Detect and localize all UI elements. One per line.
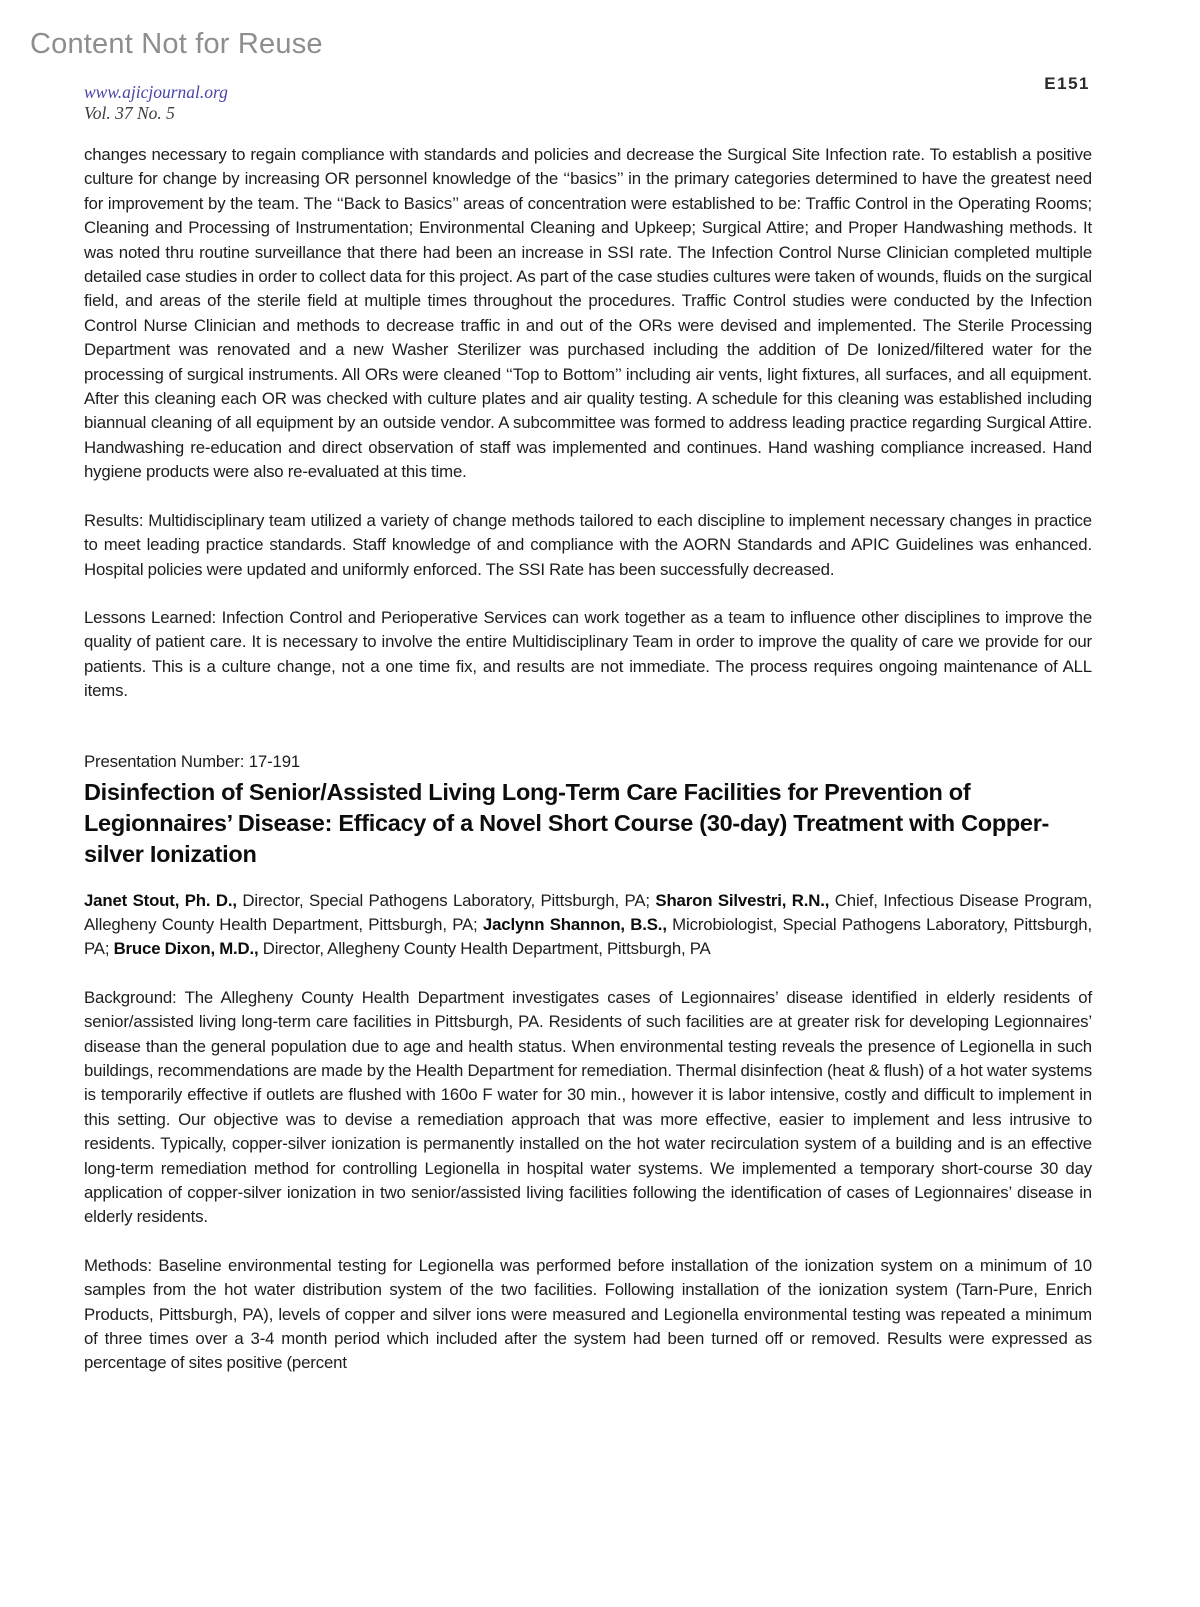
page-number: E151 bbox=[1044, 74, 1090, 93]
previous-abstract-results-paragraph: Results: Multidisciplinary team utilized a variety of change methods tailored to each discipline to implement necessary changes in practice to meet leading practice standards. Staff knowledge of and compliance with the AORN Standards and APIC Guidelines was enhanced. Hospital policies were updated and uniformly enforced. The SSI Rate has been successfully decreased. bbox=[84, 510, 1092, 579]
masthead bbox=[84, 82, 228, 124]
volume-issue-line: Vol. 37 No. 5 bbox=[84, 103, 175, 123]
author-affiliation: Director, Allegheny County Health Department, Pittsburgh, PA bbox=[258, 939, 711, 959]
author-name: Sharon Silvestri, R.N., bbox=[655, 890, 830, 910]
authors-paragraph bbox=[84, 889, 1092, 962]
author-affiliation: Microbiologist, Special Pathogens Laboratory, Pittsburgh, PA; bbox=[84, 914, 1092, 959]
author-name: Janet Stout, Ph. D., bbox=[84, 890, 237, 910]
methods-paragraph: Methods: Baseline environmental testing for Legionella was performed before installation of the ionization system on a minimum of 10 samples from the hot water distribution system of the two facilities. Following installation of the ionization system (Tarn-Pure, Enrich Products, Pittsburgh, PA), levels of copper and silver ions were measured and Legionella environmental testing was repeated a minimum of three times over a 3-4 month period which included after the system had been turned off or removed. Results were expressed as percentage of sites positive (percent bbox=[84, 1255, 1092, 1373]
author-name: Jaclynn Shannon, B.S., bbox=[482, 914, 667, 934]
previous-abstract-body-continued: changes necessary to regain compliance with standards and policies and decrease the Surgical Site Infection rate. To establish a positive culture for change by increasing OR personnel knowledge of the ‘‘basics’’ in the primary categories determined to have the greatest need for improvement by the team. The ‘‘Back to Basics’’ areas of concentration were established to be: Traffic Control in the Operating Rooms; Cleaning and Processing of Instrumentation; Environmental Cleaning and Upkeep; Surgical Attire; and Proper Handwashing methods. It was noted thru routine surveillance that there had been an increase in SSI rate. The Infection Control Nurse Clinician completed multiple detailed case studies in order to collect data for this project. As part of the case studies cultures were taken of wounds, fluids on the surgical field, and areas of the sterile field at multiple times throughout the procedures. Traffic Control studies were conducted by the Infection Control Nurse Clinician and methods to decrease traffic in and out of the ORs were devised and implemented. The Sterile Processing Department was renovated and a new Washer Sterilizer was purchased including the addition of De Ionized/filtered water for the processing of surgical instruments. All ORs were cleaned ‘‘Top to Bottom’’ including air vents, light fixtures, all surfaces, and all equipment. After this cleaning each OR was checked with culture plates and air quality testing. A schedule for this cleaning was established including biannual cleaning of all equipment by an outside vendor. A subcommittee was formed to address leading practice regarding Surgical Attire. Handwashing re-education and direct observation of staff was implemented and continues. Hand washing compliance increased. Hand hygiene products were also re-evaluated at this time. bbox=[84, 145, 1092, 482]
abstract-content-column bbox=[84, 143, 1092, 1376]
presentation-number: Presentation Number: 17-191 bbox=[84, 751, 301, 771]
author-name: Bruce Dixon, M.D., bbox=[113, 939, 259, 959]
journal-url-link[interactable]: www.ajicjournal.org bbox=[84, 82, 228, 102]
background-paragraph: Background: The Allegheny County Health Department investigates cases of Legionnaires’ disease identified in elderly residents of senior/assisted living long-term care facilities in Pittsburgh, PA. Residents of such facilities are at greater risk for developing Legionnaires’ disease than the general population due to age and health status. When environmental testing reveals the presence of Legionella in such buildings, recommendations are made by the Health Department for remediation. Thermal disinfection (heat & flush) of a hot water systems is temporarily effective if outlets are flushed with 160o F water for 30 min., however it is labor intensive, costly and difficult to implement in this setting. Our objective was to devise a remediation approach that was more effective, easier to implement and less intrusive to residents. Typically, copper-silver ionization is permanently installed on the hot water recirculation system of a building and is an effective long-term remediation method for controlling Legionella in hospital water systems. We implemented a temporary short-course 30 day application of copper-silver ionization in two senior/assisted living facilities following the identification of cases of Legionnaires’ disease in elderly residents. bbox=[84, 987, 1092, 1227]
abstract-title: Disinfection of Senior/Assisted Living Long-Term Care Facilities for Prevention of Legionnaires’ Disease: Efficacy of a Novel Short Course (30-day) Treatment with Copper-silver Ionization bbox=[84, 778, 1050, 867]
author-affiliation: Director, Special Pathogens Laboratory, Pittsburgh, PA; bbox=[236, 890, 656, 910]
content-not-for-reuse-watermark: Content Not for Reuse bbox=[30, 28, 323, 60]
previous-abstract-lessons-learned-paragraph: Lessons Learned: Infection Control and Perioperative Services can work together as a team to influence other disciplines to improve the quality of patient care. It is necessary to involve the entire Multidisciplinary Team in order to improve the quality of care we provide for our patients. This is a culture change, not a one time fix, and results are not immediate. The process requires ongoing maintenance of ALL items. bbox=[84, 607, 1092, 701]
author-affiliation: Chief, Infectious Disease Program, Allegheny County Health Department, Pittsburgh, PA; bbox=[84, 890, 1092, 934]
